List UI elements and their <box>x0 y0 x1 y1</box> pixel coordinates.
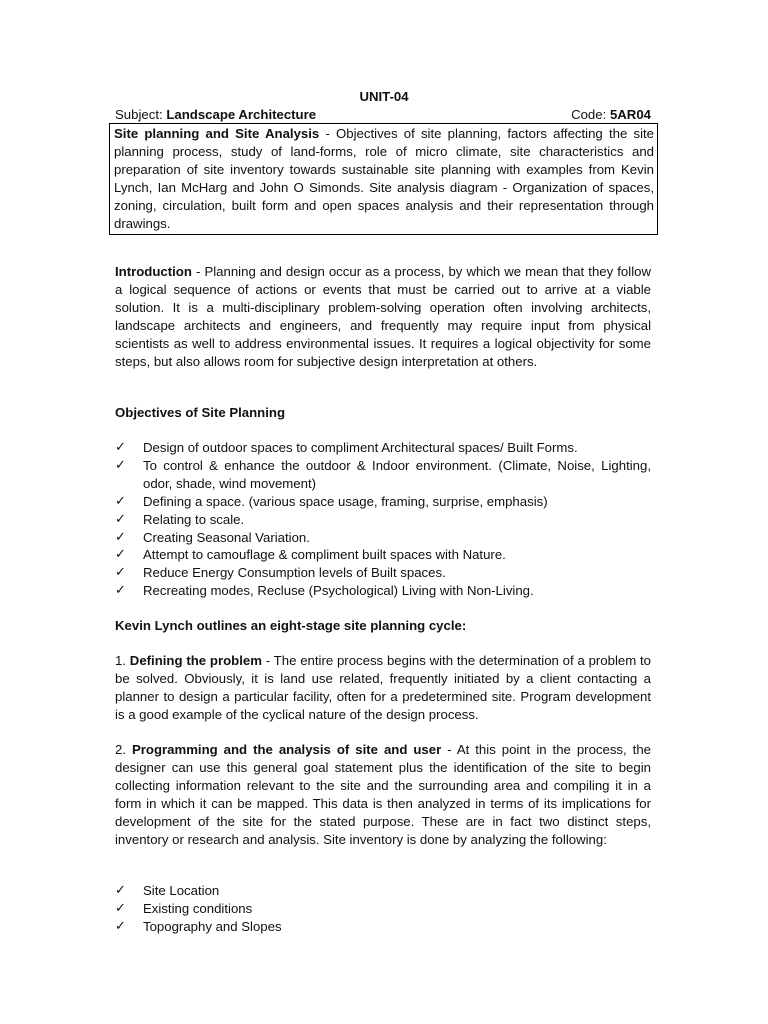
check-icon: ✓ <box>115 547 126 563</box>
list-item <box>115 457 651 493</box>
check-icon: ✓ <box>115 583 126 599</box>
step-title: Programming and the analysis of site and user <box>131 742 442 757</box>
syllabus-title: Site planning and Site Analysis <box>114 126 320 141</box>
objectives-list <box>115 439 651 600</box>
subject-line <box>115 106 316 124</box>
lynch-step-2 <box>115 741 651 848</box>
lynch-step-1 <box>115 652 651 724</box>
objectives-list-wrap <box>115 439 651 600</box>
check-icon: ✓ <box>115 900 126 916</box>
syllabus-box <box>109 123 658 235</box>
inventory-list <box>115 882 651 936</box>
code-line <box>571 106 651 124</box>
code-label: Code: <box>571 107 607 122</box>
list-item <box>115 511 651 529</box>
check-icon: ✓ <box>115 918 126 934</box>
list-item <box>115 439 651 457</box>
introduction-text: - Planning and design occur as a process, by which we mean that they follow a logical sequence of actions or events that must be carried out to arrive at a viable solution. It is a multi-disciplinary problem-solving operation often involving architects, landscape architects and engineers, and frequently may require input from physical scientists as well to address environmental issues. It requires a logical objectivity for some steps, but also allows room for subjective design interpretation at others. <box>115 264 651 369</box>
subject-row <box>115 106 651 124</box>
objectives-heading-text: Objectives of Site Planning <box>115 405 286 420</box>
subject-label: Subject: <box>115 107 163 122</box>
unit-title: UNIT-04 <box>359 89 409 104</box>
code-value: 5AR04 <box>609 107 651 122</box>
objectives-heading <box>115 404 651 422</box>
list-item <box>115 882 651 900</box>
step-number: 1. <box>115 653 126 668</box>
list-item-text: Existing conditions <box>143 900 253 916</box>
step-number: 2. <box>115 742 126 757</box>
list-item-text: Defining a space. (various space usage, framing, surprise, emphasis) <box>143 493 548 509</box>
list-item-text: Creating Seasonal Variation. <box>143 529 310 545</box>
introduction-paragraph <box>115 263 651 370</box>
syllabus-text: - Objectives of site planning, factors affecting the site planning process, study of land-forms, role of micro climate, site characteristics and preparation of site inventory towards sustainable site planning with examples from Kevin Lynch, Ian McHarg and John O Simonds. Site analysis diagram - Organization of spaces, zoning, circulation, built form and open spaces analysis and their representation through drawings. <box>114 126 654 231</box>
check-icon: ✓ <box>115 511 126 527</box>
check-icon: ✓ <box>115 565 126 581</box>
list-item-text: Site Location <box>143 883 220 898</box>
step-text: - The entire process begins with the determination of a problem to be solved. Obviously, it is land use related, frequently initiated by a client contacting a planner to design a particular facility, often for a predetermined site. Program development is a good example of the cyclical nature of the design process. <box>115 653 652 722</box>
check-icon: ✓ <box>115 529 126 545</box>
list-item-text: Topography and Slopes <box>143 918 282 934</box>
list-item <box>115 546 651 564</box>
check-icon: ✓ <box>115 883 126 898</box>
list-item-text: Relating to scale. <box>143 511 245 527</box>
list-item <box>115 493 651 511</box>
lynch-heading <box>115 617 651 635</box>
check-icon: ✓ <box>115 457 126 473</box>
step-text: - At this point in the process, the designer can use this general goal statement plus the identification of the site to begin collecting information relevant to the site and the surrounding area and compiling it in a form in which it can be mapped. This data is then analyzed in terms of its implications for development of the site for the stated purpose. These are in fact two distinct steps, inventory or research and analysis. Site inventory is done by analyzing the following: <box>115 742 651 847</box>
inventory-list-wrap <box>115 882 651 936</box>
lynch-heading-text: Kevin Lynch outlines an eight-stage site planning cycle: <box>115 618 467 633</box>
check-icon: ✓ <box>115 493 126 509</box>
check-icon: ✓ <box>115 440 126 455</box>
subject-value: Landscape Architecture <box>166 107 317 122</box>
list-item <box>115 918 651 936</box>
list-item <box>115 529 651 547</box>
list-item-text: Design of outdoor spaces to compliment Architectural spaces/ Built Forms. <box>143 440 578 455</box>
list-item-text: Recreating modes, Recluse (Psychological) Living with Non-Living. <box>143 583 534 599</box>
list-item-text: Reduce Energy Consumption levels of Built spaces. <box>143 565 446 581</box>
list-item-text: To control & enhance the outdoor & Indoor environment. (Climate, Noise, Lighting, odor, shade, wind movement) <box>143 457 651 491</box>
list-item <box>115 564 651 582</box>
list-item <box>115 900 651 918</box>
list-item <box>115 582 651 600</box>
list-item-text: Attempt to camouflage & compliment built spaces with Nature. <box>143 547 506 563</box>
introduction-title: Introduction <box>115 264 192 279</box>
step-title: Defining the problem <box>129 653 262 668</box>
